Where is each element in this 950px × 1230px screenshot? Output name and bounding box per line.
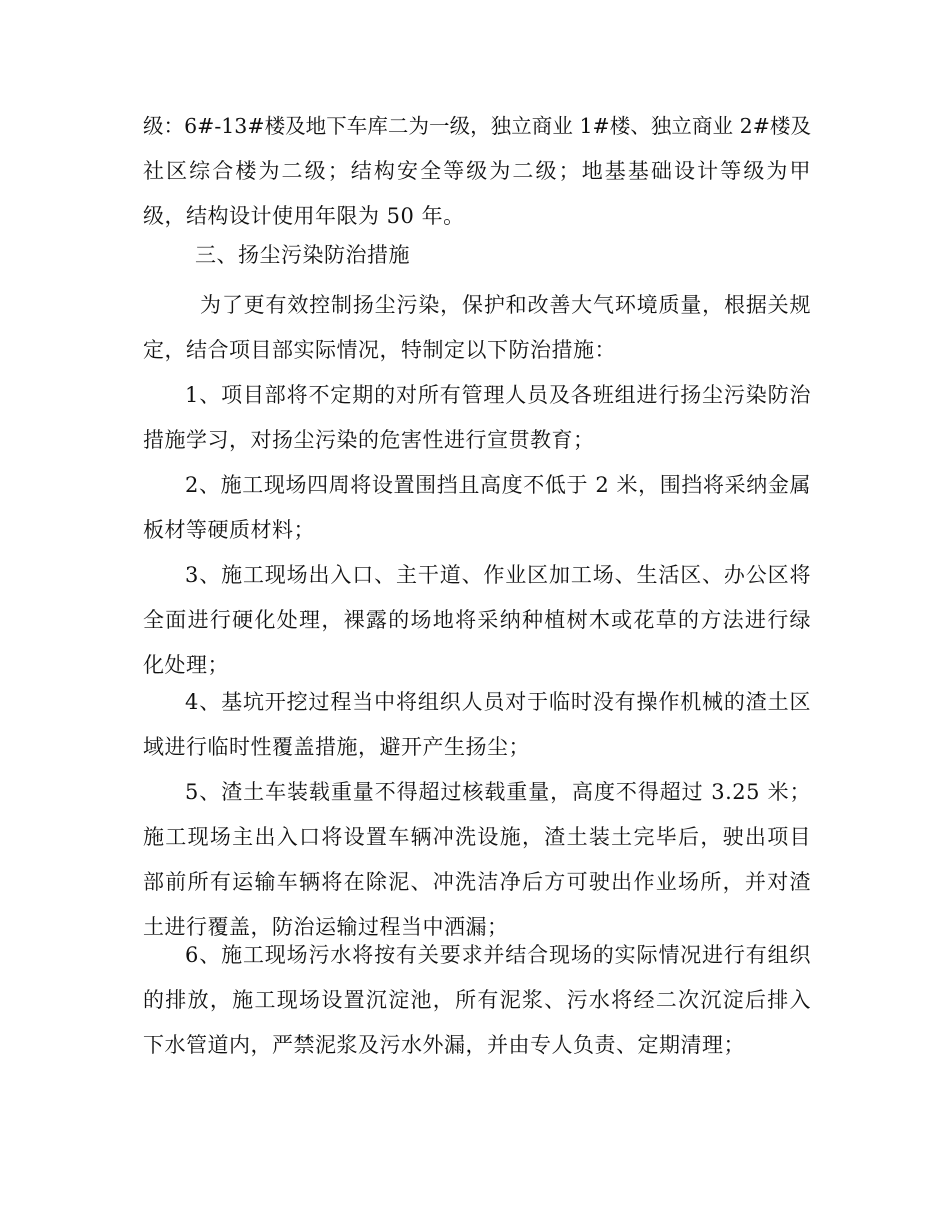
paragraph-item-4: [143, 684, 811, 765]
text-line: 化处理；: [143, 653, 229, 677]
text-line: 的排放，施工现场设置沉淀池，所有泥浆、污水将经二次沉淀后排入: [143, 988, 811, 1012]
text-line: 定，结合项目部实际情况，特制定以下防治措施：: [143, 338, 616, 362]
paragraph-item-5: [143, 774, 811, 945]
text-line: 土进行覆盖，防治运输过程当中洒漏；: [143, 915, 509, 939]
text-line: 6、施工现场污水将按有关要求并结合现场的实际情况进行有组织: [185, 943, 811, 967]
text-line: 1、项目部将不定期的对所有管理人员及各班组进行扬尘污染防治: [185, 383, 811, 407]
text-line: 施工现场主出入口将设置车辆冲洗设施，渣土装土完毕后，驶出项目: [143, 825, 811, 849]
intro-paragraph: [143, 108, 811, 234]
paragraph-item-6: [143, 937, 811, 1063]
paragraph-item-2: [143, 467, 811, 548]
text-line: 2、施工现场四周将设置围挡且高度不低于 2 米，围挡将采纳金属: [185, 473, 811, 497]
paragraph-item-3: [143, 557, 811, 683]
text-line: 措施学习，对扬尘污染的危害性进行宣贯教育；: [143, 428, 595, 452]
text-line: 下水管道内，严禁泥浆及污水外漏，并由专人负责、定期清理；: [143, 1033, 745, 1057]
text-line: 社区综合楼为二级；结构安全等级为二级；地基基础设计等级为甲: [143, 159, 811, 183]
text-line: 部前所有运输车辆将在除泥、冲洗洁净后方可驶出作业场所，并对渣: [143, 870, 811, 894]
text-line: 5、渣土车装载重量不得超过核载重量，高度不得超过 3.25 米；: [185, 780, 811, 804]
text-line: 级，结构设计使用年限为 50 年。: [143, 204, 465, 228]
text-line: 域进行临时性覆盖措施，避开产生扬尘；: [143, 735, 530, 759]
paragraph-preamble: [143, 287, 811, 368]
text-line: 为了更有效控制扬尘污染，保护和改善大气环境质量，根据关规: [200, 293, 811, 317]
paragraph-item-1: [143, 377, 811, 458]
text-line: 全面进行硬化处理，裸露的场地将采纳种植树木或花草的方法进行绿: [143, 608, 811, 632]
text-line: 级：6#-13#楼及地下车库二为一级，独立商业 1#楼、独立商业 2#楼及: [143, 114, 811, 138]
text-line: 板材等硬质材料；: [143, 518, 315, 542]
text-line: 3、施工现场出入口、主干道、作业区加工场、生活区、办公区将: [185, 563, 811, 587]
text-line: 4、基坑开挖过程当中将组织人员对于临时没有操作机械的渣土区: [185, 690, 811, 714]
section-heading: 三、扬尘污染防治措施: [195, 243, 410, 267]
